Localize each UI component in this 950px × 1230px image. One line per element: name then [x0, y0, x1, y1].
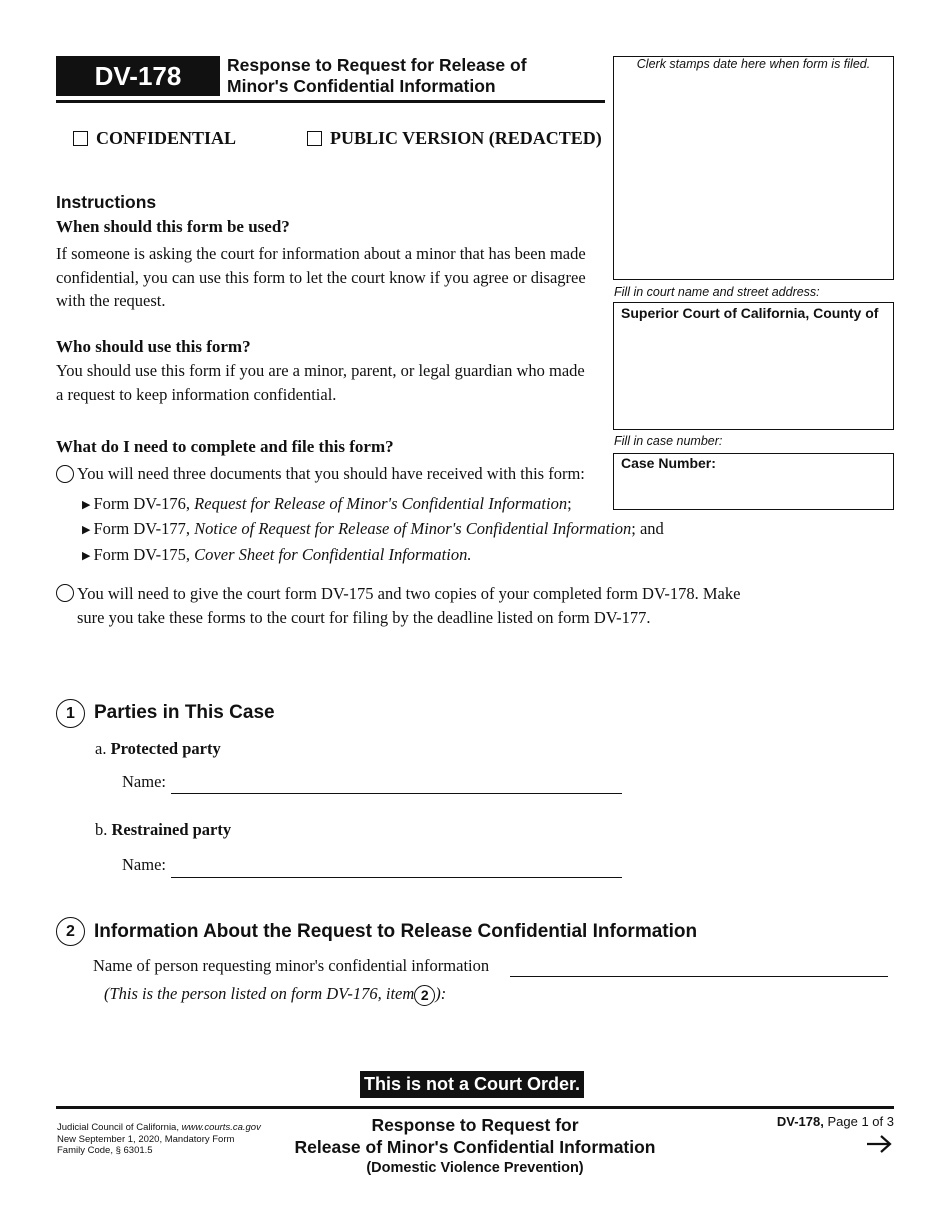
restrained-party-heading [95, 820, 231, 840]
answer-when-used-line3: with the request. [56, 291, 166, 310]
restrained-party-letter: b. [95, 820, 108, 839]
triangle-bullet-icon: ▶ [82, 550, 91, 562]
dv176-prefix: Form DV-176, [93, 494, 195, 513]
dv176-suffix: ; [567, 494, 572, 513]
list-item-dv176 [82, 494, 572, 514]
answer-when-used-line1: If someone is asking the court for information about a minor that has been made [56, 244, 586, 263]
footer-code: Family Code, § 6301.5 [57, 1145, 153, 1156]
footer-title-line3: (Domestic Violence Prevention) [366, 1160, 584, 1176]
protected-name-label: Name: [122, 772, 166, 791]
arrow-right-icon[interactable] [864, 1132, 894, 1156]
footer-page-info [777, 1114, 894, 1129]
question-who-uses: Who should use this form? [56, 337, 251, 356]
court-address-label: Superior Court of California, County of [621, 305, 879, 321]
list-item-dv175 [82, 545, 471, 565]
footer-website: www.courts.ca.gov [181, 1122, 261, 1133]
form-title [227, 55, 607, 97]
requester-note-prefix: (This is the person listed on form DV-176, item [104, 984, 415, 1003]
protected-name-input[interactable] [171, 793, 622, 794]
dv176-title: Request for Release of Minor's Confidential Information [194, 494, 568, 513]
footer-page-label: Page 1 of 3 [823, 1114, 894, 1129]
requester-label: Name of person requesting minor's confidential information [93, 956, 490, 975]
footer-revised: New September 1, 2020, Mandatory Form [57, 1133, 235, 1145]
bullet-give-court-line1: You will need to give the court form DV-175 and two copies of your completed form DV-178. Make [77, 584, 741, 603]
answer-who-uses-line2: a request to keep information confidential. [56, 384, 337, 404]
section-2-title: Information About the Request to Release Confidential Information [94, 921, 698, 942]
list-item-dv177 [82, 519, 664, 539]
requester-name-input[interactable] [510, 976, 888, 977]
clerk-stamp-note: Clerk stamps date here when form is filed. [636, 57, 871, 71]
triangle-bullet-icon: ▶ [82, 524, 91, 536]
bullet-circle-icon [56, 465, 74, 483]
footer-form-title [230, 1115, 720, 1178]
bullet-three-documents: You will need three documents that you should have received with this form: [77, 464, 585, 483]
footer-title-line1: Response to Request for [371, 1115, 579, 1135]
restrained-name-input[interactable] [171, 877, 622, 878]
footer-council: Judicial Council of California, [57, 1122, 182, 1133]
restrained-name-label: Name: [122, 855, 166, 874]
not-court-order-banner: This is not a Court Order. [360, 1071, 584, 1098]
triangle-bullet-icon: ▶ [82, 499, 91, 511]
instructions-heading: Instructions [56, 192, 157, 212]
case-number-caption: Fill in case number: [614, 434, 723, 448]
question-when-used: When should this form be used? [56, 217, 290, 236]
item-2-reference: 2 [414, 985, 435, 1006]
clerk-stamp-box [613, 56, 894, 280]
requester-note [104, 984, 446, 1006]
section-2-number: 2 [56, 917, 85, 946]
form-title-line1: Response to Request for Release of [227, 55, 527, 75]
confidential-label: CONFIDENTIAL [96, 128, 237, 148]
protected-party-letter: a. [95, 739, 107, 758]
footer-form-ref: DV-178, [776, 1114, 824, 1129]
answer-when-used [56, 242, 616, 313]
section-1-title: Parties in This Case [94, 702, 275, 723]
section-1-number: 1 [56, 699, 85, 728]
question-what-needed: What do I need to complete and file this form? [56, 437, 394, 456]
public-version-checkbox[interactable] [307, 131, 322, 146]
answer-when-used-line2: confidential, you can use this form to let the court know if you agree or disagree [56, 267, 586, 287]
public-version-label: PUBLIC VERSION (REDACTED) [330, 128, 602, 148]
confidential-checkbox[interactable] [73, 131, 88, 146]
restrained-party-label: Restrained party [111, 820, 232, 839]
court-address-caption: Fill in court name and street address: [614, 285, 820, 299]
dv177-prefix: Form DV-177, [93, 519, 195, 538]
case-number-label: Case Number: [621, 455, 716, 471]
dv177-suffix: ; and [631, 519, 664, 538]
footer-rule [56, 1106, 894, 1109]
court-address-field[interactable] [613, 302, 894, 430]
bullet-circle-icon [56, 584, 74, 602]
confidential-checkbox-row[interactable] [73, 128, 236, 149]
dv177-title: Notice of Request for Release of Minor's Confidential Information [194, 519, 632, 538]
requester-note-suffix: ): [435, 984, 447, 1003]
title-rule [56, 100, 605, 103]
bullet-give-court-line2: sure you take these forms to the court for filing by the deadline listed on form DV-177. [77, 607, 651, 627]
protected-party-heading [95, 739, 221, 759]
protected-party-label: Protected party [110, 739, 221, 758]
bullet-give-court [77, 582, 877, 629]
public-version-checkbox-row[interactable] [307, 128, 602, 149]
answer-who-uses [56, 359, 616, 406]
answer-who-uses-line1: You should use this form if you are a minor, parent, or legal guardian who made [56, 361, 585, 380]
form-number-badge: DV-178 [56, 56, 220, 96]
dv175-prefix: Form DV-175, [93, 545, 195, 564]
form-title-line2: Minor's Confidential Information [227, 76, 496, 96]
dv175-title: Cover Sheet for Confidential Information. [194, 545, 472, 564]
footer-title-line2: Release of Minor's Confidential Information [294, 1137, 656, 1157]
